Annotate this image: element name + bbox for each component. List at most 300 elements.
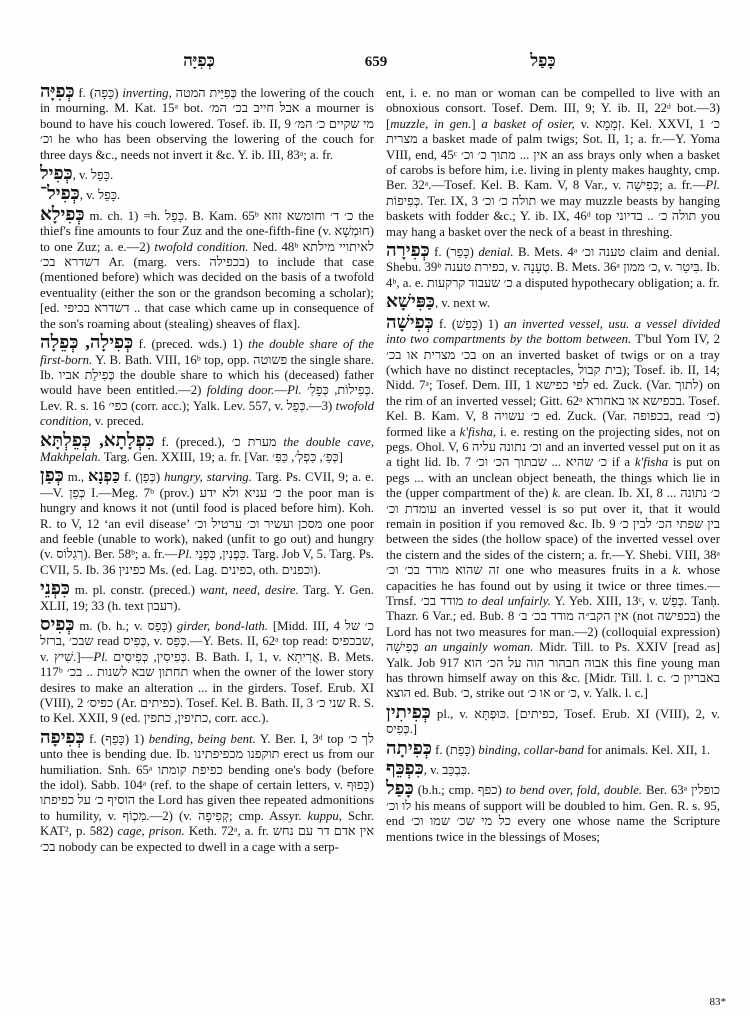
text-run: ) to include that case (mentioned before) which was decided on the basis of a twofold eventuality (either the son or the grandson becoming a scholar); [ed. xyxy=(40,255,374,316)
hebrew-citation: בִּיטַר xyxy=(676,260,700,275)
italic-gloss: the double share of the first-born. xyxy=(40,337,374,367)
text-run: ) xyxy=(155,470,165,485)
italic-gloss: kuppu, xyxy=(307,808,342,823)
text-run: on an inverted basket of twigs or on a tray (which have no distinct receptacles, xyxy=(386,347,720,377)
hebrew-citation: כָּפַר xyxy=(450,245,470,260)
hebrew-citation: בית קבול xyxy=(578,362,623,377)
hebrew-citation: כפי׳ xyxy=(108,398,128,413)
text-run: , v. xyxy=(40,634,374,664)
hebrew-citation: וכ׳ נתונה עליה xyxy=(472,439,543,454)
text-run: nobody can be expected to dwell in a cage with a serp- xyxy=(55,839,339,854)
hebrew-citation: כפינין xyxy=(118,562,146,577)
dictionary-entry xyxy=(40,333,374,429)
text-run: Ned. 48ᵇ xyxy=(248,239,303,254)
hebrew-citation: לפי כפישא xyxy=(535,378,589,393)
hebrew-citation: כופלין לו וכ׳ xyxy=(386,783,720,813)
dictionary-entry xyxy=(40,164,374,185)
hebrew-citation: כ׳ ממון xyxy=(623,260,658,275)
text-run: f. ( xyxy=(84,731,106,746)
italic-gloss: inverting, xyxy=(122,86,172,100)
hebrew-citation: כְּפִילוֹת, כְּפָלִ׳ xyxy=(306,383,371,398)
text-run: a basket made of palm twigs; Sot. II, 1; a. fr.—Y. Yoma VIII, end, 45ᶜ xyxy=(386,132,720,162)
page-number: 659 xyxy=(364,54,388,70)
hebrew-citation: כ׳ של ברזל xyxy=(40,619,374,649)
text-run: he who has been observing the lowering of the couch for three days &c., needs not invert it &c. Y. ib. III, 83ᵃ; a. fr. xyxy=(40,132,374,162)
text-run: ) xyxy=(369,778,374,793)
text-run: (Ar. xyxy=(113,696,141,711)
text-run: Schr. KAT², p. 582) xyxy=(40,808,374,839)
dictionary-entry xyxy=(40,204,374,332)
hebrew-citation: תולה כ׳ וכ׳ xyxy=(482,193,537,208)
text-run: , v. xyxy=(79,188,99,203)
hebrew-citation: כָּפַס xyxy=(147,619,168,633)
dictionary-entry xyxy=(40,579,374,614)
text-run: ). Tosef. Kel. B. Bath. II, 3 xyxy=(175,696,317,711)
text-run: is put on pegs ... with an unclean object beneath, the things which lie in the (upper compartment of the) xyxy=(386,455,720,501)
hebrew-citation: כְּפִיסִין, כְּפִיסִים xyxy=(113,649,187,664)
text-run: the Lord has given thee repeated admonitions to humility, v. xyxy=(40,793,374,823)
text-run: ) xyxy=(114,86,123,100)
italic-gloss: an inverted vessel, usu. a vessel divided into two compartments by the bottom between. xyxy=(386,316,720,347)
text-run: ). Ber. 58ᵇ; a. fr.— xyxy=(83,547,178,562)
text-run: , v. Yalk. l. c.] xyxy=(576,686,648,701)
text-run: when the owner of the lower story desires to make an alteration ... in the girders. Tosef. Erub. XI (VIII), 2 xyxy=(40,665,374,711)
hebrew-citation: כ׳ ד׳ וחומשא זוזא xyxy=(263,208,354,223)
hebrew-citation: בכפילה xyxy=(209,255,246,270)
hebrew-citation: שִׁיץ xyxy=(54,649,74,664)
hebrew-citation: אבוה חבהור הוה על הכ׳ הוא xyxy=(463,655,609,670)
hebrew-citation: כְּפִיפוֹת xyxy=(386,193,421,208)
hebrew-citation: לך כ׳ xyxy=(348,731,374,746)
headword: כְּפִיתִין xyxy=(386,702,431,723)
hebrew-citation: כפיתים xyxy=(140,696,176,711)
italic-gloss: bending, being bent. xyxy=(148,731,256,746)
hebrew-citation: בכפופה xyxy=(632,409,670,424)
hebrew-citation: כַּפְנִין, כַּפְנֵי xyxy=(195,547,247,562)
dictionary-entry xyxy=(40,466,374,578)
hebrew-citation: כְּפִישָׁה xyxy=(386,640,419,655)
hebrew-citation: כְּפַשׁ xyxy=(662,594,685,608)
text-run: ] xyxy=(471,116,482,131)
hebrew-citation: כפיתים xyxy=(519,706,556,721)
hebrew-citation: כ׳ עשויה xyxy=(494,409,540,424)
hebrew-citation: שבכפיס xyxy=(331,634,371,649)
italic-gloss: k. xyxy=(672,563,682,578)
text-run: , v. next w. xyxy=(434,296,491,311)
headword: כִּפְכֵּף xyxy=(386,759,424,780)
text-run: ) on the rim of an inverted vessel; Gitt. 62ᵃ xyxy=(386,378,720,408)
italic-gloss: hungry, starving. xyxy=(164,470,252,485)
headword: כִּפְלָתָא, כְּפֵלְתָּא xyxy=(40,430,155,451)
text-run: , v. xyxy=(504,260,524,275)
text-run: ] xyxy=(338,449,343,464)
hebrew-citation: כְּפִיַּית המטה xyxy=(175,86,237,100)
italic-gloss: Pl. xyxy=(287,383,302,398)
text-run: a disputed hypothecary obligation; a. fr. xyxy=(512,275,720,290)
text-run: f. ( xyxy=(433,316,457,331)
text-run: ). xyxy=(173,598,181,613)
text-run: are clean. Ib. XI, 8 xyxy=(561,486,667,501)
text-run: Ms. (ed. Lag. xyxy=(145,562,221,577)
headword: כְּפִילָה, כְּפֵלָה xyxy=(40,333,134,354)
text-run: or xyxy=(550,686,568,701)
italic-gloss: k'fisha xyxy=(634,455,669,470)
hebrew-citation: כָּפוּף xyxy=(346,778,370,793)
hebrew-citation: תחתון שבא לשנות .. בכ׳ xyxy=(66,665,189,680)
italic-gloss: an ungainly woman. xyxy=(418,640,534,655)
text-run: ). xyxy=(313,562,321,577)
italic-gloss: Pl. xyxy=(177,547,193,562)
left-column xyxy=(40,86,374,998)
text-run: m. ch. 1) =h. xyxy=(84,208,166,223)
hebrew-citation: כ׳ שעבוד קרקעות xyxy=(426,275,513,290)
headword: כְּפִישָׁה xyxy=(386,312,434,333)
running-head-last-word: כָּפַל xyxy=(530,51,556,70)
italic-gloss: denial. xyxy=(478,245,514,260)
text-run: bending one's body (before the idol). Sabb. 104ᵃ (ref. to the shape of certain letters, v. xyxy=(40,762,374,793)
text-run: whose capacities he has found out by using it twice or three times.—Trnsf. xyxy=(386,563,720,608)
italic-gloss: want, need, desire. xyxy=(199,583,299,598)
text-run: , v. xyxy=(146,634,167,649)
hebrew-citation: רעבון xyxy=(146,598,174,613)
text-run: v. preced. xyxy=(91,414,145,429)
text-run: , oth. xyxy=(252,562,282,577)
text-run: . [ xyxy=(505,706,520,721)
hebrew-citation: כְּפִישָׁה xyxy=(626,178,660,193)
text-run: ed. Zuck. (Var. xyxy=(588,378,676,393)
hebrew-citation: דשדרא בכיפי xyxy=(63,301,130,316)
text-run: . xyxy=(117,188,121,203)
text-run: . Tanḥ. Thazr. 6 Var.; ed. Bub. 8 xyxy=(386,594,720,624)
hebrew-citation: שבכ׳ xyxy=(69,634,94,649)
italic-gloss: to deal unfairly. xyxy=(463,594,551,608)
text-run: . xyxy=(466,763,471,778)
text-run: Midr. Till. to Ps. XXIV [read as] Yalk. Job 917 xyxy=(386,640,720,670)
text-run: ) xyxy=(470,742,479,757)
text-run: . B. Mets. 117ᵇ xyxy=(40,649,374,680)
dictionary-entry xyxy=(386,779,720,845)
text-run: Targ. Y. Gen. XLII, 19; 33 (h. text xyxy=(40,583,374,613)
headword: כָּפַל xyxy=(386,779,414,800)
text-run: .] xyxy=(409,722,418,737)
hebrew-citation: כִּבְכֵּב xyxy=(442,763,467,778)
text-run: . Kel. XXVI, 1 xyxy=(621,116,711,131)
text-run: ed. Zuck. (Var. xyxy=(539,409,633,424)
text-run: . Lev. R. s. 16 xyxy=(40,383,374,413)
text-run: f. ( xyxy=(431,742,451,757)
text-run: a mourner is bound to have his couch lowered. Tosef. ib. II, 9 xyxy=(40,101,374,131)
hebrew-citation: אבל חייב בכ׳ המ׳ xyxy=(208,101,300,116)
text-run: m. pl. constr. (preced.) xyxy=(69,583,200,598)
hebrew-citation: כָּפַף xyxy=(105,731,125,746)
text-run: f. ( xyxy=(429,245,451,260)
text-run: f. (preced.), xyxy=(154,434,232,449)
text-run: R. S. to Kel. XXII, 9 (ed. xyxy=(40,696,374,726)
text-run: pl., v. xyxy=(430,706,475,721)
text-run: Targ. Gen. XXIII, 19; a. fr. [Var. xyxy=(100,449,273,464)
text-run: ; cmp. Assyr. xyxy=(229,808,308,823)
inline-headword: כַּפְנָא xyxy=(88,468,121,486)
dictionary-entry xyxy=(386,86,720,240)
hebrew-citation: כְּפֵל xyxy=(286,398,306,413)
hebrew-citation: שני כ׳ xyxy=(316,696,346,711)
hebrew-citation: בכפישה xyxy=(657,609,697,624)
hebrew-citation: מודד בכ׳ xyxy=(420,594,464,608)
hebrew-citation: כפירת טענה xyxy=(444,260,505,275)
hebrew-citation: תולה כ׳ .. בדיוני xyxy=(616,209,697,224)
hebrew-citation: כ׳ מצרית xyxy=(386,116,720,147)
text-run: (not xyxy=(628,609,658,624)
text-run: (corr. acc.); Yalk. Lev. 557, v. xyxy=(127,398,287,413)
text-run: Keth. 72ᵃ, a. fr. xyxy=(184,824,273,839)
text-run: , read xyxy=(669,409,707,424)
text-run: you may hang a basket over the neck of a beast in threshing. xyxy=(386,209,720,239)
headword: כְּפִיָּה xyxy=(40,86,75,102)
text-run: we may muzzle beasts by hanging baskets with fodder &c.; Y. ib. IX, 46ᵈ top xyxy=(386,193,720,224)
text-run: ) 1) xyxy=(124,731,149,746)
italic-gloss: binding, collar-band xyxy=(478,742,584,757)
hebrew-citation: בין שפתי הכ׳ לבין כ׳ xyxy=(619,516,720,531)
text-run: an ass brays only when a basket of carobs is before him, i.e. living in plenty makes haughty, cmp. Ber. 32ᵃ.—Tosef. Kel. B. Kam. V, 8 Var., v. xyxy=(386,147,720,193)
hebrew-citation: כָּפֵל xyxy=(98,188,118,203)
text-run: ; a. fr.— xyxy=(659,178,706,193)
text-run: erect us from our humiliation. Snh. 65ᵃ xyxy=(40,747,374,777)
text-run: . Ter. IX, 3 xyxy=(420,193,483,208)
headword: כְּפִירָה xyxy=(386,241,430,262)
dictionary-entry xyxy=(386,312,720,702)
headword: כְּפִיל־ xyxy=(40,184,80,205)
italic-gloss: muzzle, in gen. xyxy=(390,116,472,131)
text-run: Targ. Ps. CVII, 9; a. e.—V. xyxy=(40,470,374,500)
hebrew-citation: כתיפין, כתפין xyxy=(143,711,209,726)
hebrew-citation: כָּפֵל xyxy=(91,168,110,183)
hebrew-citation: כָּפַשׁ xyxy=(456,316,479,331)
hebrew-citation: כְּפַס xyxy=(166,634,187,649)
italic-gloss: k. xyxy=(552,486,562,501)
text-run: m., xyxy=(63,470,89,485)
text-run: unto thee is bending due. Ib. xyxy=(40,747,195,762)
hebrew-citation: כ׳ שהיא ... שבתוך הכ׳ וכ׳ xyxy=(475,455,608,470)
headword: כְּפַן xyxy=(40,466,64,487)
hebrew-citation: לתוך xyxy=(675,378,699,393)
hebrew-citation: באבריון כ׳ הוצא xyxy=(386,671,720,701)
text-run: v. xyxy=(574,116,596,131)
text-run: f. (preced. wds.) 1) xyxy=(133,337,249,352)
hebrew-citation: כְּפַן xyxy=(69,485,86,500)
text-run: ); Tosef. ib. II, 14; Nidd. 7ᵃ; Tosef. Dem. III, 1 xyxy=(386,362,720,393)
italic-gloss: a basket of osier, xyxy=(481,116,575,131)
text-run: read xyxy=(93,634,124,649)
hebrew-citation: כ׳ עניא ולא ידע xyxy=(199,485,282,500)
text-run: , Tosef. Erub. XI (VIII), 2, v. xyxy=(555,706,720,721)
text-run: if a xyxy=(607,455,635,470)
hebrew-citation: כְּפַן xyxy=(139,470,156,485)
hebrew-citation: זְמָמָא xyxy=(595,116,622,131)
text-run: the single share. Ib. xyxy=(40,352,374,382)
dictionary-entry xyxy=(386,759,720,780)
text-run: Y. Yeb. XIII, 13ᶜ, v. xyxy=(550,594,663,608)
text-run: . B. Mets. 36ᵃ xyxy=(549,260,624,275)
running-head-first-word: כְּפִיָּה xyxy=(183,51,215,70)
hebrew-citation: כפינים xyxy=(220,562,253,577)
italic-gloss: Pl. xyxy=(93,649,108,664)
text-run: and an inverted vessel put on it as a tight lid. Ib. 7 xyxy=(386,439,720,470)
headword: כַּפִּישָׁא xyxy=(386,292,435,313)
dictionary-entry xyxy=(40,184,374,205)
hebrew-citation: כָּפֵל xyxy=(165,208,185,223)
hebrew-citation: מסכן ועשיר וכ׳ ערטיל וכ׳ xyxy=(194,516,323,531)
italic-gloss: k'fisha, xyxy=(459,424,497,439)
headword: כְּפִילָא xyxy=(40,204,85,225)
headword: כְּפִיפָה xyxy=(40,727,85,748)
hebrew-citation: אֲרִיתָא xyxy=(286,649,320,664)
hebrew-citation: כ׳ xyxy=(567,686,577,701)
text-run: the poor man is hungry and knows it not (until food is placed before him). Koh. R. to V, 12 ‘an evil disease’ xyxy=(40,485,374,531)
text-run: ent, i. e. no man or woman can be compelled to live with an obnoxious consort. Tosef. Dem. III, 9; Y. ib. II, 22ᵈ bot.—3) [ xyxy=(386,86,720,131)
hebrew-citation: כפף xyxy=(477,783,498,798)
text-run: . Ib. 4ᵇ, a. e. xyxy=(386,260,720,290)
hebrew-citation: כ׳ xyxy=(460,686,470,701)
text-run: .. that case which came up in consequence of the son's roaming about (stealing) sheaves of flax]. xyxy=(40,301,374,331)
text-run: . xyxy=(109,168,114,183)
text-run: the thief's fine amounts to four Zuz and the one-fifth-fine (v. xyxy=(40,208,374,239)
dictionary-entry xyxy=(40,615,374,727)
italic-gloss: Pl. xyxy=(705,178,720,193)
text-run: ) 1) xyxy=(478,316,504,331)
hebrew-citation: חוּמְשָׁא xyxy=(334,224,370,239)
text-run: .—Y. Bets. II, 62ᵃ top read: xyxy=(186,634,332,649)
text-run: , strike out xyxy=(469,686,528,701)
text-run: m. (b. h.; v. xyxy=(74,619,148,633)
hebrew-citation: טענה וכ׳ xyxy=(581,245,626,260)
hebrew-citation: כ׳ xyxy=(706,409,716,424)
text-run: . B. Kam. 65ᵇ xyxy=(184,208,264,223)
text-run: f. ( xyxy=(120,470,140,485)
hebrew-citation: מי שקיים כ׳ המ׳ וכ׳ xyxy=(40,116,374,147)
headword: כְּפִיל xyxy=(40,164,73,185)
text-run: i. e. resting on the projecting sides, not on pegs. Ohol. V, 6 xyxy=(386,424,720,454)
text-run: ) xyxy=(469,245,479,260)
text-run: .—3) xyxy=(305,398,336,413)
right-column xyxy=(386,86,720,998)
italic-gloss: twofold condition. xyxy=(154,239,249,254)
text-run: (b.h.; cmp. xyxy=(413,783,478,798)
hebrew-citation: כְּפֵ׳, כַּפְלְ׳, כַּפִּ׳ xyxy=(272,449,339,464)
text-run: his means of support will be doubled to him. Gen. R. s. 95, end xyxy=(386,798,720,829)
headword: כְּפִיס xyxy=(40,615,75,635)
hebrew-citation: כְּפִילַת אביו xyxy=(59,367,115,382)
hebrew-citation: כפיס׳ xyxy=(86,696,114,711)
hebrew-citation: כְּפִיס xyxy=(123,634,147,649)
hebrew-citation: כְּפִיס xyxy=(386,722,410,737)
text-run: the double share to which his (deceased) father would have been entitled.—2) xyxy=(40,367,374,398)
text-run: for animals. Kel. XII, 1. xyxy=(583,742,711,757)
text-run: , v. xyxy=(72,168,91,183)
text-run: , xyxy=(62,634,70,649)
hebrew-citation: לאיתויי מילתא דשדרא בכ׳ xyxy=(40,239,374,270)
text-run: ) the Lord has not two measures for man.—2) (colloquial expression) xyxy=(386,609,720,639)
text-run: B. Mets. 4ᵃ xyxy=(513,245,582,260)
text-run: ) xyxy=(497,783,506,798)
dictionary-entry xyxy=(40,727,374,855)
hebrew-citation: תוקפנו מכפיפתינו xyxy=(194,747,280,762)
hebrew-citation: טְעָנָה xyxy=(523,260,550,275)
italic-gloss: cage, prison. xyxy=(117,824,185,839)
text-run: — xyxy=(274,383,288,398)
hebrew-citation: זה שהוא מודד בכ׳ וכ׳ xyxy=(386,563,500,578)
text-run: every one whose name the Scripture mentions twice in the blessings of Moses; xyxy=(386,814,720,844)
hebrew-citation: אין הקב״ה מודד בכ׳ ב׳ xyxy=(518,609,629,624)
dictionary-entry xyxy=(386,292,720,313)
text-run: ) xyxy=(167,619,177,633)
text-run: . Targ. Job V, 5. Targ. Ps. CVII, 5. Ib. 36 xyxy=(40,547,374,577)
text-run: , corr. acc.). xyxy=(208,711,269,726)
text-run: [Midd. III, 4 xyxy=(268,619,345,633)
hebrew-citation: בכ׳ מצרית או בכ׳ xyxy=(386,347,477,362)
headword: כְּפִיתָה xyxy=(386,738,432,759)
text-run: claim and denial. Shebu. 39ᵇ xyxy=(386,245,720,275)
text-run: one poor and feeble (unable to work), naked (unfit to go out) and hungry (v. xyxy=(40,516,374,562)
text-run: Ar. (marg. vers. xyxy=(99,255,210,270)
hebrew-citation: הוסיף כ׳ על כפיפתו xyxy=(40,793,136,808)
printer-signature: 83* xyxy=(709,996,726,1008)
dictionary-entry xyxy=(386,702,720,738)
text-run: ed. Bub. xyxy=(411,686,461,701)
text-run: , v. xyxy=(423,763,443,778)
hebrew-citation: קְפִיפָה xyxy=(198,808,229,823)
text-run: . B. Bath. I, 1, v. xyxy=(186,649,287,664)
hebrew-citation: פשוטה xyxy=(253,352,288,367)
hebrew-citation: כָּפָה xyxy=(93,86,115,100)
headword: כִּפְנֵי xyxy=(40,579,70,600)
text-run: between the sides (the hollow space) of the inverted vessel over the cistern and the sides of the cistern; a. fr.—Y. Shebi. VIII, 38ᵃ xyxy=(386,532,720,562)
hebrew-citation: בכפישא או באחורא xyxy=(586,393,682,408)
hebrew-citation: מִכְוֹף xyxy=(122,808,147,823)
dictionary-entry xyxy=(386,738,720,759)
dictionary-entry xyxy=(386,241,720,291)
italic-gloss: to bend over, fold, double. xyxy=(505,783,643,798)
text-run: Ber. 63ᵃ xyxy=(642,783,692,798)
text-run: , v. xyxy=(657,260,677,275)
hebrew-citation: או כ׳ xyxy=(527,686,551,701)
hebrew-citation: כּוּפְתָּא xyxy=(474,706,506,721)
hebrew-citation: וכפנים xyxy=(281,562,314,577)
text-run: .]— xyxy=(73,649,94,664)
italic-gloss: the double cave, Makhpelah. xyxy=(40,434,374,464)
hebrew-citation: כָּפַת xyxy=(450,742,471,757)
text-run: an inverted vessel is so put over it, that it would remain in position if you removed &c. Ib. 9 xyxy=(386,501,720,531)
text-run: Y. Ber. I, 3ᵈ top xyxy=(255,731,349,746)
text-run: Y. B. Bath. VIII, 16ᵇ top, opp. xyxy=(92,352,254,367)
text-run: . Tosef. Kel. B. Kam. V, 8 xyxy=(386,393,720,424)
text-run: f. ( xyxy=(74,86,94,100)
hebrew-citation: רְגִלוֹס xyxy=(56,547,84,562)
dictionary-entry xyxy=(40,430,374,466)
hebrew-citation: כ׳ נתונה ... עומדת וכ׳ xyxy=(386,486,720,516)
hebrew-citation: מערת כ׳ xyxy=(231,434,277,449)
text-run: this fine young man has thrown himself away on this &c. [Midr. Till. l. c. xyxy=(386,655,720,686)
text-run: .—2) (v. xyxy=(146,808,199,823)
text-run: ) formed like a xyxy=(386,409,720,439)
text-run: the lowering of the couch in mourning. M. Kat. 15ᵃ bot. xyxy=(40,86,374,116)
text-run: T'bul Yom IV, 2 xyxy=(631,332,720,347)
text-run: I.—Meg. 7ᵇ (prov.) xyxy=(85,485,200,500)
italic-gloss: folding door. xyxy=(206,383,275,398)
hebrew-citation: כפיפת קומתו xyxy=(157,762,223,777)
text-run: ) to one Zuz; a. e.—2) xyxy=(40,224,374,254)
hebrew-citation: אין אדם דר עם נחש בכ׳ xyxy=(40,824,374,854)
italic-gloss: girder, bond-lath. xyxy=(176,619,268,633)
